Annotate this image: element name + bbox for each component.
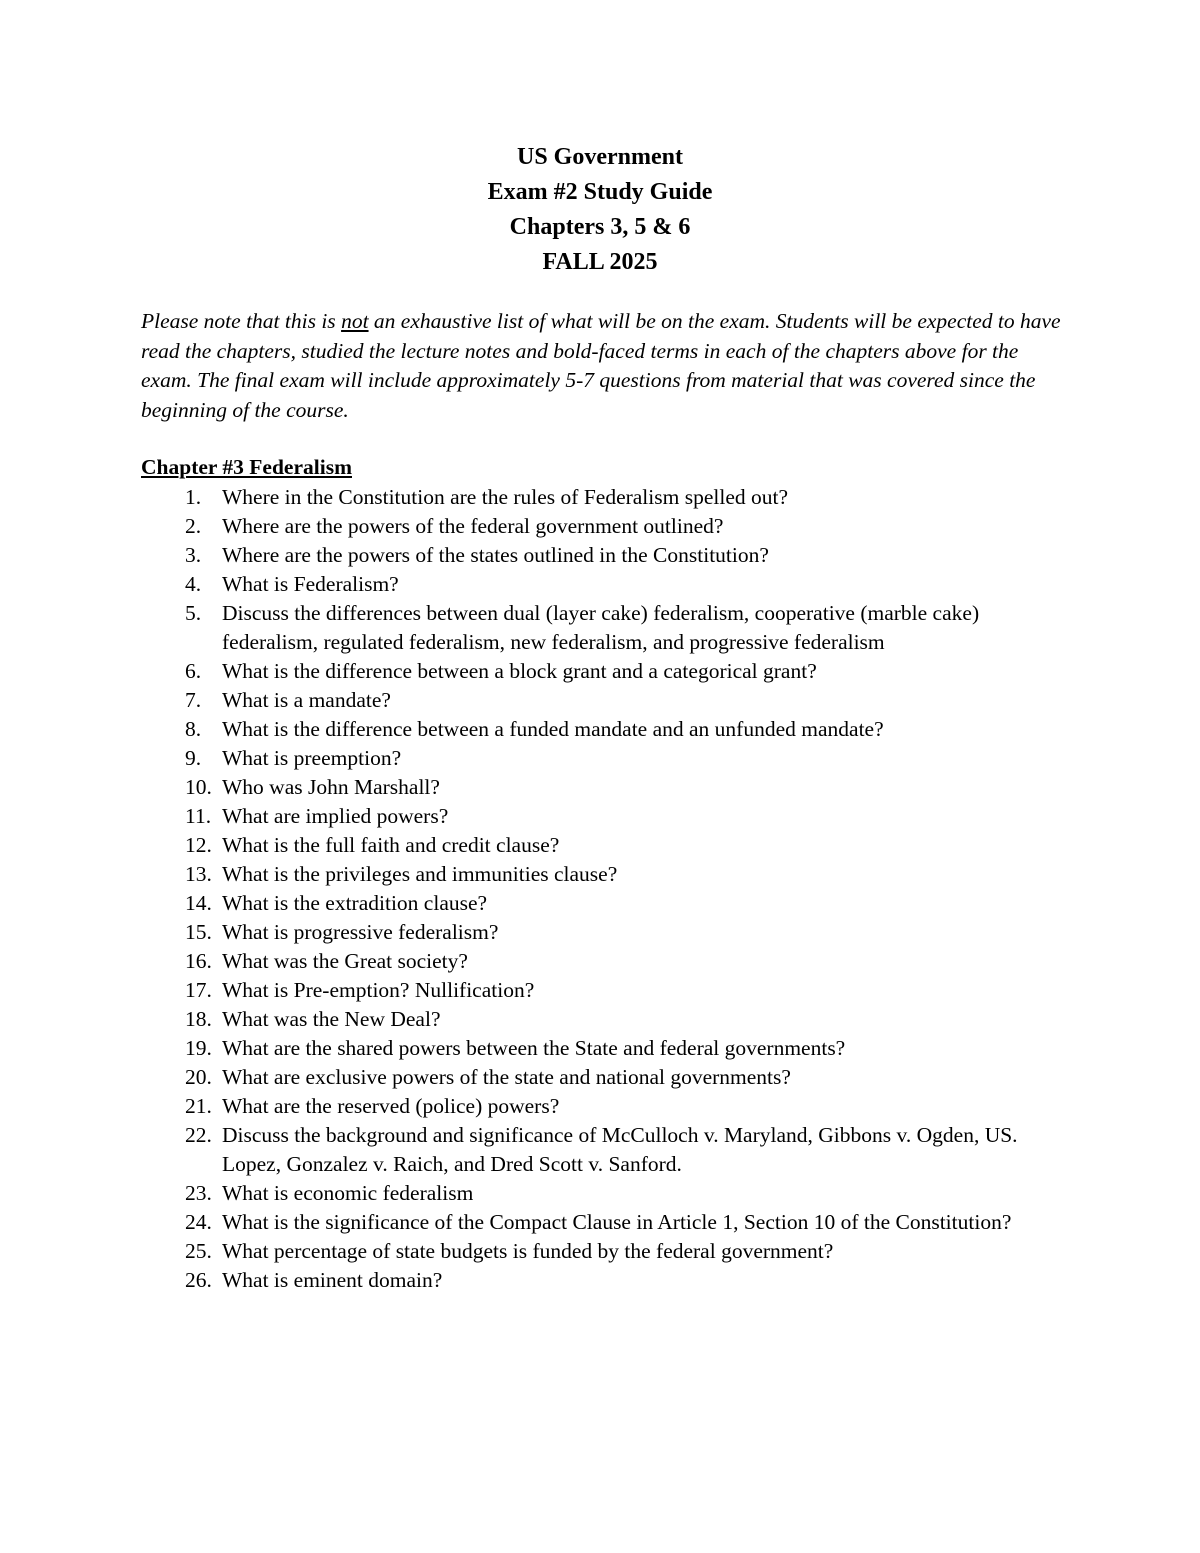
- question-text: Where are the powers of the federal government outlined?: [222, 514, 724, 538]
- section-heading: Chapter #3 Federalism: [141, 455, 352, 479]
- question-text: What is the difference between a funded mandate and an unfunded mandate?: [222, 717, 884, 741]
- question-number: 5.: [185, 601, 202, 625]
- question-text: What is Pre-emption? Nullification?: [222, 978, 535, 1002]
- question-number: 11.: [185, 804, 212, 828]
- question-text: Discuss the differences between dual (layer cake) federalism, cooperative (marble cake) federalism, regulated federalism, new federalism, and progressive federalism: [222, 601, 980, 654]
- question-item: [185, 599, 1045, 657]
- question-item: [185, 1121, 1045, 1179]
- question-number: 18.: [185, 1007, 212, 1031]
- question-item: [185, 1266, 1045, 1295]
- note-underlined-word: not: [341, 309, 369, 333]
- question-number: 24.: [185, 1210, 212, 1234]
- question-number: 21.: [185, 1094, 212, 1118]
- question-item: [185, 686, 1045, 715]
- question-text: What is progressive federalism?: [222, 920, 499, 944]
- question-text: What are the reserved (police) powers?: [222, 1094, 560, 1118]
- question-number: 10.: [185, 775, 212, 799]
- title-block: [0, 140, 1200, 280]
- question-text: What is a mandate?: [222, 688, 391, 712]
- question-number: 8.: [185, 717, 202, 741]
- question-text: What was the Great society?: [222, 949, 468, 973]
- question-text: What are the shared powers between the State and federal governments?: [222, 1036, 846, 1060]
- question-text: Where in the Constitution are the rules of Federalism spelled out?: [222, 485, 789, 509]
- question-text: What percentage of state budgets is funded by the federal government?: [222, 1239, 834, 1263]
- question-text: What is the significance of the Compact Clause in Article 1, Section 10 of the Constitution?: [222, 1210, 1012, 1234]
- question-list: [185, 483, 1045, 1295]
- question-item: [185, 773, 1045, 802]
- course-title: US Government: [517, 144, 683, 170]
- question-text: Who was John Marshall?: [222, 775, 440, 799]
- question-number: 1.: [185, 485, 202, 509]
- question-number: 13.: [185, 862, 212, 886]
- question-number: 6.: [185, 659, 202, 683]
- question-number: 15.: [185, 920, 212, 944]
- question-text: What is economic federalism: [222, 1181, 474, 1205]
- question-item: [185, 947, 1045, 976]
- question-item: [185, 802, 1045, 831]
- question-item: [185, 657, 1045, 686]
- question-text: What is Federalism?: [222, 572, 399, 596]
- question-number: 2.: [185, 514, 202, 538]
- question-item: [185, 483, 1045, 512]
- question-number: 3.: [185, 543, 202, 567]
- question-item: [185, 1034, 1045, 1063]
- chapters-title: Chapters 3, 5 & 6: [509, 214, 691, 240]
- question-item: [185, 541, 1045, 570]
- question-number: 20.: [185, 1065, 212, 1089]
- question-number: 7.: [185, 688, 202, 712]
- question-item: [185, 1208, 1045, 1237]
- question-text: What is the privileges and immunities clause?: [222, 862, 618, 886]
- question-item: [185, 1005, 1045, 1034]
- question-text: What is eminent domain?: [222, 1268, 443, 1292]
- note-text-end: an exhaustive list of what will be on the exam. Students will be expected to have read the chapters, studied the lecture notes and bold-faced terms in each of the chapters above for the exam. The final exam will include approximately 5-7 questions from material that was covered since the beginning of the course.: [141, 309, 1061, 422]
- question-number: 22.: [185, 1123, 212, 1147]
- question-text: Where are the powers of the states outlined in the Constitution?: [222, 543, 769, 567]
- question-text: What are exclusive powers of the state and national governments?: [222, 1065, 791, 1089]
- question-number: 25.: [185, 1239, 212, 1263]
- question-item: [185, 1092, 1045, 1121]
- question-number: 16.: [185, 949, 212, 973]
- question-text: What is the difference between a block grant and a categorical grant?: [222, 659, 817, 683]
- question-item: [185, 889, 1045, 918]
- question-number: 14.: [185, 891, 212, 915]
- question-item: [185, 715, 1045, 744]
- question-item: [185, 831, 1045, 860]
- question-text: Discuss the background and significance of McCulloch v. Maryland, Gibbons v. Ogden, US. Lopez, Gonzalez v. Raich, and Dred Scott v. Sanford.: [222, 1123, 1018, 1176]
- question-text: What are implied powers?: [222, 804, 449, 828]
- question-item: [185, 918, 1045, 947]
- question-item: [185, 512, 1045, 541]
- question-number: 17.: [185, 978, 212, 1002]
- question-item: [185, 976, 1045, 1005]
- exam-title: Exam #2 Study Guide: [487, 179, 713, 205]
- question-item: [185, 860, 1045, 889]
- exam-note: [141, 307, 1061, 425]
- question-text: What is the full faith and credit clause?: [222, 833, 560, 857]
- note-text-start: Please note that this is: [141, 309, 342, 333]
- question-item: [185, 570, 1045, 599]
- question-item: [185, 1179, 1045, 1208]
- question-number: 23.: [185, 1181, 212, 1205]
- question-number: 4.: [185, 572, 202, 596]
- question-item: [185, 1237, 1045, 1266]
- question-text: What was the New Deal?: [222, 1007, 441, 1031]
- question-text: What is the extradition clause?: [222, 891, 488, 915]
- question-item: [185, 744, 1045, 773]
- question-number: 9.: [185, 746, 202, 770]
- question-text: What is preemption?: [222, 746, 402, 770]
- term-title: FALL 2025: [542, 249, 658, 275]
- question-item: [185, 1063, 1045, 1092]
- question-number: 26.: [185, 1268, 212, 1292]
- question-number: 12.: [185, 833, 212, 857]
- question-number: 19.: [185, 1036, 212, 1060]
